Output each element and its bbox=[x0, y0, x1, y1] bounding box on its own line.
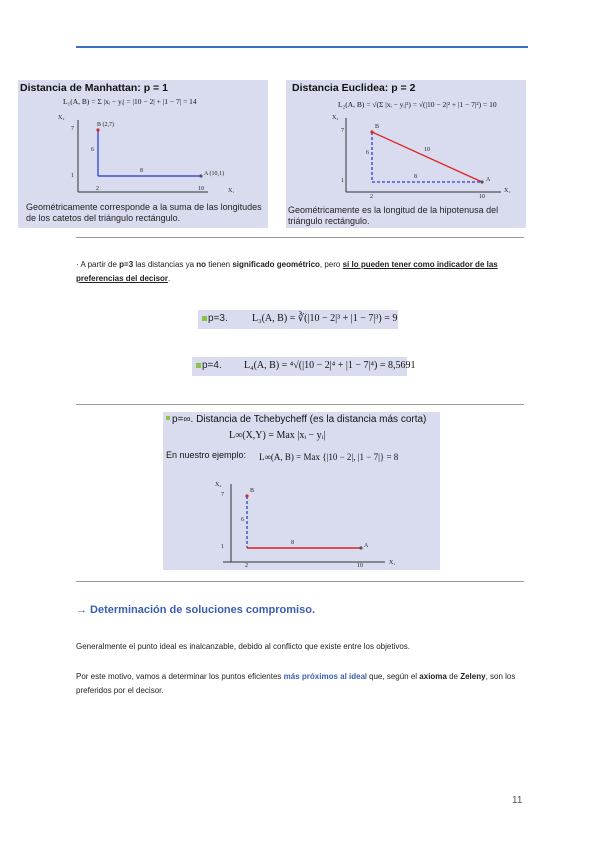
tchebycheff-bullet-icon bbox=[166, 416, 170, 420]
intro-mid2: tienen bbox=[206, 260, 233, 269]
euclidea-tick-2: 2 bbox=[370, 194, 373, 200]
tchebycheff-label-b: B bbox=[250, 488, 255, 494]
manhattan-point-b bbox=[96, 128, 99, 131]
euclidea-tick-1: 1 bbox=[341, 178, 344, 184]
para2-zeleny: Zeleny bbox=[460, 672, 486, 681]
p3-bullet-icon bbox=[202, 316, 207, 321]
euclidea-tick-7: 7 bbox=[341, 128, 344, 134]
p4-label: p=4. bbox=[202, 360, 222, 371]
intro-mid1: las distancias ya bbox=[133, 260, 197, 269]
tchebycheff-formula: L∞(X,Y) = Max |xᵢ − yᵢ| bbox=[229, 430, 326, 441]
tchebycheff-label-a: A bbox=[364, 543, 369, 549]
euclidea-title: Distancia Euclidea: p = 2 bbox=[292, 82, 416, 94]
para2-highlight: más próximos al idea bbox=[283, 672, 366, 681]
intro-mid3: , pero bbox=[319, 260, 343, 269]
intro-p3: p=3 bbox=[119, 260, 134, 269]
manhattan-seg-6: 6 bbox=[91, 147, 94, 153]
euclidea-point-a bbox=[480, 180, 483, 183]
manhattan-point-a bbox=[199, 174, 202, 177]
p3-label: p=3. bbox=[208, 313, 228, 324]
euclidea-axis-y: X₂ bbox=[332, 115, 339, 121]
tchebycheff-tick-1: 1 bbox=[221, 544, 224, 550]
p3-formula: L₃(A, B) = ∛(|10 − 2|³ + |1 − 7|³) = 9 bbox=[252, 313, 398, 324]
intro-end: . bbox=[168, 274, 171, 283]
euclidea-seg-8: 8 bbox=[414, 174, 417, 180]
p4-bullet-icon bbox=[196, 363, 201, 368]
manhattan-axis-y: X₂ bbox=[58, 115, 65, 121]
euclidea-hypotenuse bbox=[372, 132, 482, 182]
manhattan-title: Distancia de Manhattan: p = 1 bbox=[20, 82, 168, 94]
euclidea-caption: Geométricamente es la longitud de la hipotenusa del triángulo rectángulo. bbox=[288, 205, 499, 226]
intro-significado: significado geométrico bbox=[232, 260, 320, 269]
tchebycheff-axis-y: X₂ bbox=[215, 482, 222, 488]
tchebycheff-example-formula: L∞(A, B) = Max {|10 − 2|, |1 − 7|} = 8 bbox=[259, 452, 399, 462]
euclidea-panel bbox=[286, 80, 526, 228]
section-heading: → Determinación de soluciones compromiso. bbox=[76, 604, 315, 616]
intro-underlined: sí lo pueden tener como indicador de las preferencias del decisor bbox=[76, 260, 498, 283]
manhattan-tick-7: 7 bbox=[71, 126, 74, 132]
separator-3 bbox=[76, 581, 524, 582]
tchebycheff-seg-6: 6 bbox=[241, 517, 244, 523]
page-number: 11 bbox=[512, 795, 523, 806]
intro-no: no bbox=[196, 260, 207, 269]
euclidea-formula: L₂(A, B) = √(Σ |xᵢ − yᵢ|²) = √(|10 − 2|² + |1 − 7|²) = 10 bbox=[338, 100, 497, 109]
tchebycheff-title: p=∞. Distancia de Tchebycheff (es la distancia más corta) bbox=[172, 414, 427, 425]
p3-box bbox=[198, 310, 398, 329]
p4-formula: L₄(A, B) = ⁴√(|10 − 2|⁴ + |1 − 7|⁴) = 8,5691 bbox=[244, 360, 416, 371]
para2-c: l que, según el bbox=[365, 672, 420, 681]
tchebycheff-example-label: En nuestro ejemplo: bbox=[166, 450, 247, 460]
euclidea-tick-10: 10 bbox=[479, 194, 485, 200]
manhattan-tick-10: 10 bbox=[198, 186, 204, 192]
manhattan-seg-8: 8 bbox=[140, 168, 143, 174]
tchebycheff-panel bbox=[163, 412, 440, 570]
manhattan-tick-1: 1 bbox=[71, 173, 74, 179]
tchebycheff-tick-7: 7 bbox=[221, 492, 224, 498]
manhattan-label-b: B (2,7) bbox=[97, 122, 114, 128]
separator-2 bbox=[76, 404, 524, 405]
tchebycheff-tick-2: 2 bbox=[245, 563, 248, 569]
euclidea-label-a: A bbox=[486, 177, 491, 183]
manhattan-tick-2: 2 bbox=[96, 186, 99, 192]
tchebycheff-point-b bbox=[245, 494, 248, 497]
intro-prefix: · A partir de bbox=[76, 260, 120, 269]
tchebycheff-tick-10: 10 bbox=[357, 563, 363, 569]
top-rule bbox=[76, 46, 528, 48]
para2-axioma: axioma bbox=[419, 672, 447, 681]
manhattan-axis-x: X₁ bbox=[228, 188, 235, 194]
euclidea-seg-6: 6 bbox=[366, 150, 369, 156]
paragraph-compromiso bbox=[76, 670, 526, 698]
euclidea-seg-10: 10 bbox=[424, 147, 430, 153]
para2-a: Por este motivo, vamos a determinar los puntos eficientes bbox=[76, 672, 284, 681]
tchebycheff-seg-8: 8 bbox=[291, 540, 294, 546]
euclidea-label-b: B bbox=[375, 124, 380, 130]
euclidea-point-b bbox=[370, 130, 373, 133]
para2-e: de bbox=[446, 672, 461, 681]
tchebycheff-axis-x: X₁ bbox=[389, 560, 396, 566]
manhattan-formula: L₁(A, B) = Σ |xᵢ − yᵢ| = |10 − 2| + |1 − 7| = 14 bbox=[63, 97, 197, 106]
manhattan-caption: Geométricamente corresponde a la suma de las longitudes de los catetos del triángulo rectángulo. bbox=[26, 202, 262, 223]
tchebycheff-point-a bbox=[359, 546, 362, 549]
para2-g: , son los preferidos por el decisor. bbox=[76, 672, 516, 695]
manhattan-panel bbox=[18, 80, 268, 228]
intro-paragraph bbox=[76, 258, 526, 286]
euclidea-axis-x: X₁ bbox=[504, 188, 511, 194]
p4-box bbox=[192, 357, 416, 376]
separator-1 bbox=[76, 237, 524, 238]
manhattan-label-a: A (10,1) bbox=[204, 171, 224, 177]
paragraph-ideal: Generalmente el punto ideal es inalcanzable, debido al conflicto que existe entre los objetivos. bbox=[76, 642, 410, 651]
